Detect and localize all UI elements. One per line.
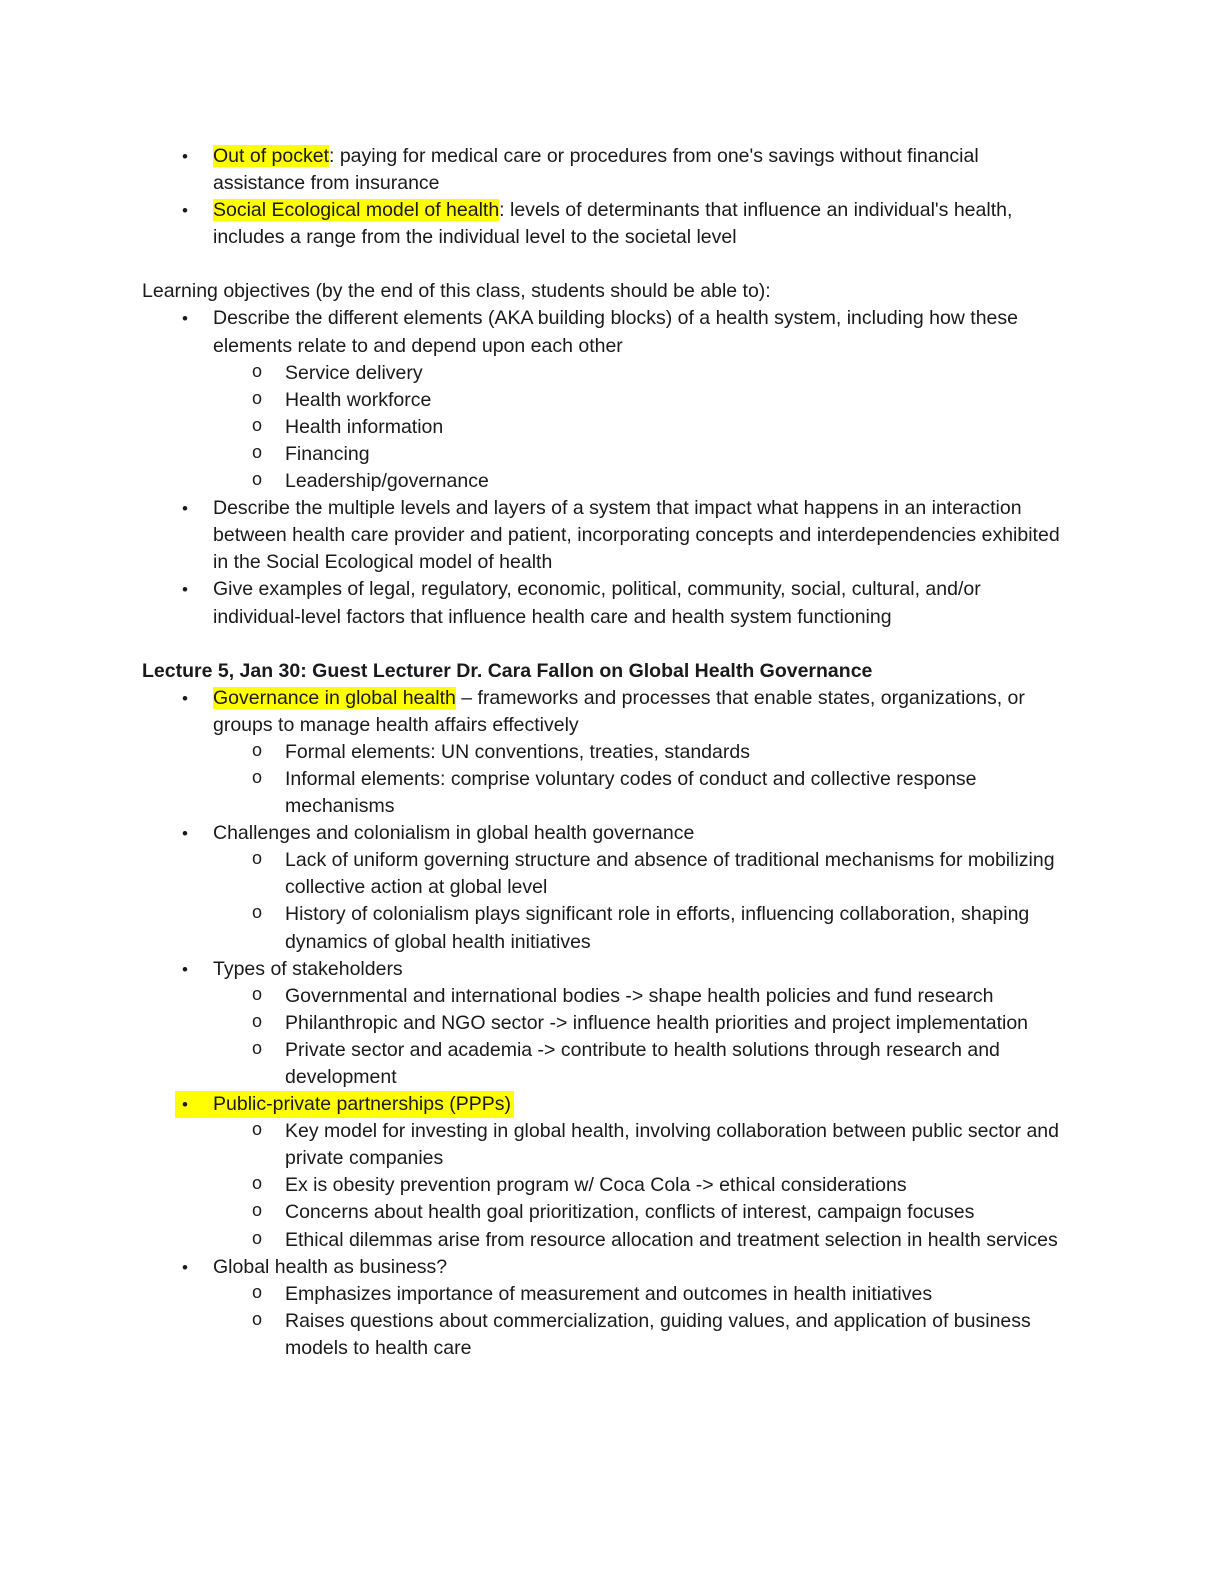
objective-item xyxy=(142,576,1062,630)
objective-subitem xyxy=(142,387,1062,414)
bullet-icon: • xyxy=(182,688,188,708)
term-out-of-pocket xyxy=(142,143,1062,197)
sub-bullet-icon: o xyxy=(251,443,263,464)
sub-bullet-icon: o xyxy=(251,362,263,383)
subitem-text: Ex is obesity prevention program w/ Coca Cola -> ethical considerations xyxy=(285,1174,907,1197)
objective-subitem xyxy=(142,468,1062,495)
sub-bullet-icon: o xyxy=(251,1121,263,1142)
spacer xyxy=(142,631,1062,658)
subitem-text: Ethical dilemmas arise from resource allocation and treatment selection in health services xyxy=(285,1228,1058,1251)
spacer xyxy=(142,251,1062,278)
sub-bullet-icon: o xyxy=(251,1039,263,1060)
subitem-text: Health workforce xyxy=(285,388,432,411)
sub-bullet-icon: o xyxy=(251,416,263,437)
subitem-text: Formal elements: UN conventions, treaties, standards xyxy=(285,740,750,763)
ppp-subitem xyxy=(142,1172,1062,1199)
term-definition: : levels of determinants that influence an individual's health, includes a range from the individual level to the societal level xyxy=(213,199,1013,249)
stakeholders-subitem xyxy=(142,1037,1062,1091)
highlighted-term: Out of pocket xyxy=(213,145,329,167)
item-text: Challenges and colonialism in global health governance xyxy=(213,822,695,845)
item-text: Global health as business? xyxy=(213,1255,448,1278)
subitem-text: Service delivery xyxy=(285,361,423,384)
subitem-text: Lack of uniform governing structure and absence of traditional mechanisms for mobilizing collective action at global level xyxy=(285,849,1055,899)
objective-text: Describe the different elements (AKA building blocks) of a health system, including how these elements relate to and depend upon each other xyxy=(213,307,1018,357)
sub-bullet-icon: o xyxy=(251,1012,263,1033)
governance-subitem xyxy=(142,739,1062,766)
business-subitem xyxy=(142,1281,1062,1308)
stakeholders-subitem xyxy=(142,983,1062,1010)
sub-bullet-icon: o xyxy=(251,1283,263,1304)
governance-item xyxy=(142,685,1062,739)
sub-bullet-icon: o xyxy=(251,768,263,789)
bullet-icon: • xyxy=(182,201,188,221)
objective-text: Describe the multiple levels and layers of a system that impact what happens in an interaction between health care provider and patient, incorporating concepts and interdependencies exhibited in the Social Ecological model of health xyxy=(213,497,1060,574)
subitem-text: Informal elements: comprise voluntary codes of conduct and collective response mechanisms xyxy=(285,767,977,818)
subitem-text: Raises questions about commercialization, guiding values, and application of business models to health care xyxy=(285,1309,1031,1359)
subitem-text: History of colonialism plays significant role in efforts, influencing collaboration, shaping dynamics of global health initiatives xyxy=(285,903,1030,953)
sub-bullet-icon: o xyxy=(251,850,263,871)
objectives-intro: Learning objectives (by the end of this class, students should be able to): xyxy=(142,280,771,303)
stakeholders-subitem xyxy=(142,1010,1062,1037)
sub-bullet-icon: o xyxy=(251,1175,263,1196)
business-item xyxy=(142,1254,1062,1281)
ppp-subitem xyxy=(142,1199,1062,1226)
stakeholders-item xyxy=(142,956,1062,983)
bullet-icon: • xyxy=(182,309,188,329)
objective-item xyxy=(142,305,1062,359)
sub-bullet-icon: o xyxy=(251,389,263,410)
subitem-text: Financing xyxy=(285,442,370,465)
subitem-text: Key model for investing in global health, involving collaboration between public sector and private companies xyxy=(285,1120,1059,1170)
highlighted-term: Governance in global health xyxy=(213,686,456,709)
subitem-text: Governmental and international bodies -> shape health policies and fund research xyxy=(285,984,994,1007)
subitem-text: Health information xyxy=(285,415,444,438)
bullet-icon: • xyxy=(182,824,188,844)
item-text: Types of stakeholders xyxy=(213,957,403,980)
ppp-subitem xyxy=(142,1118,1062,1172)
bullet-icon: • xyxy=(182,1257,188,1277)
challenges-subitem xyxy=(142,901,1062,955)
challenges-item xyxy=(142,820,1062,847)
sub-bullet-icon: o xyxy=(251,741,263,762)
sub-bullet-icon: o xyxy=(251,904,263,925)
subitem-text: Emphasizes importance of measurement and outcomes in health initiatives xyxy=(285,1282,933,1305)
term-social-ecological-model xyxy=(142,197,1062,251)
page-body xyxy=(142,143,1062,1362)
ppp-subitem xyxy=(142,1227,1062,1254)
bullet-icon: • xyxy=(182,499,188,519)
business-subitem xyxy=(142,1308,1062,1362)
challenges-subitem xyxy=(142,847,1062,901)
objective-subitem xyxy=(142,414,1062,441)
objective-text: Give examples of legal, regulatory, economic, political, community, social, cultural, and/or individual-level factors that influence health care and health system functioning xyxy=(213,578,981,628)
sub-bullet-icon: o xyxy=(251,1310,263,1331)
term-definition: – frameworks and processes that enable states, organizations, or groups to manage health affairs effectively xyxy=(213,686,1025,736)
bullet-icon: • xyxy=(182,147,188,166)
objective-subitem xyxy=(142,441,1062,468)
subitem-text: Philanthropic and NGO sector -> influence health priorities and project implementation xyxy=(285,1011,1029,1034)
objective-subitem xyxy=(142,360,1062,387)
highlighted-term: Social Ecological model of health xyxy=(213,199,500,222)
lecture-heading: Lecture 5, Jan 30: Guest Lecturer Dr. Cara Fallon on Global Health Governance xyxy=(142,659,873,682)
bullet-icon: • xyxy=(182,959,188,979)
sub-bullet-icon: o xyxy=(251,1229,263,1250)
bullet-icon: • xyxy=(182,1095,188,1115)
bullet-icon: • xyxy=(182,580,188,600)
objective-item xyxy=(142,495,1062,576)
item-text: Public-private partnerships (PPPs) xyxy=(213,1093,512,1116)
sub-bullet-icon: o xyxy=(251,471,263,492)
subitem-text: Private sector and academia -> contribute to health solutions through research and development xyxy=(285,1038,1000,1088)
ppp-item xyxy=(142,1091,1062,1118)
subitem-text: Concerns about health goal prioritization, conflicts of interest, campaign focuses xyxy=(285,1201,975,1224)
sub-bullet-icon: o xyxy=(251,985,263,1006)
governance-subitem xyxy=(142,766,1062,820)
term-definition: : paying for medical care or procedures from one's savings without financial assistance from insurance xyxy=(213,145,979,195)
sub-bullet-icon: o xyxy=(251,1202,263,1223)
subitem-text: Leadership/governance xyxy=(285,470,489,493)
